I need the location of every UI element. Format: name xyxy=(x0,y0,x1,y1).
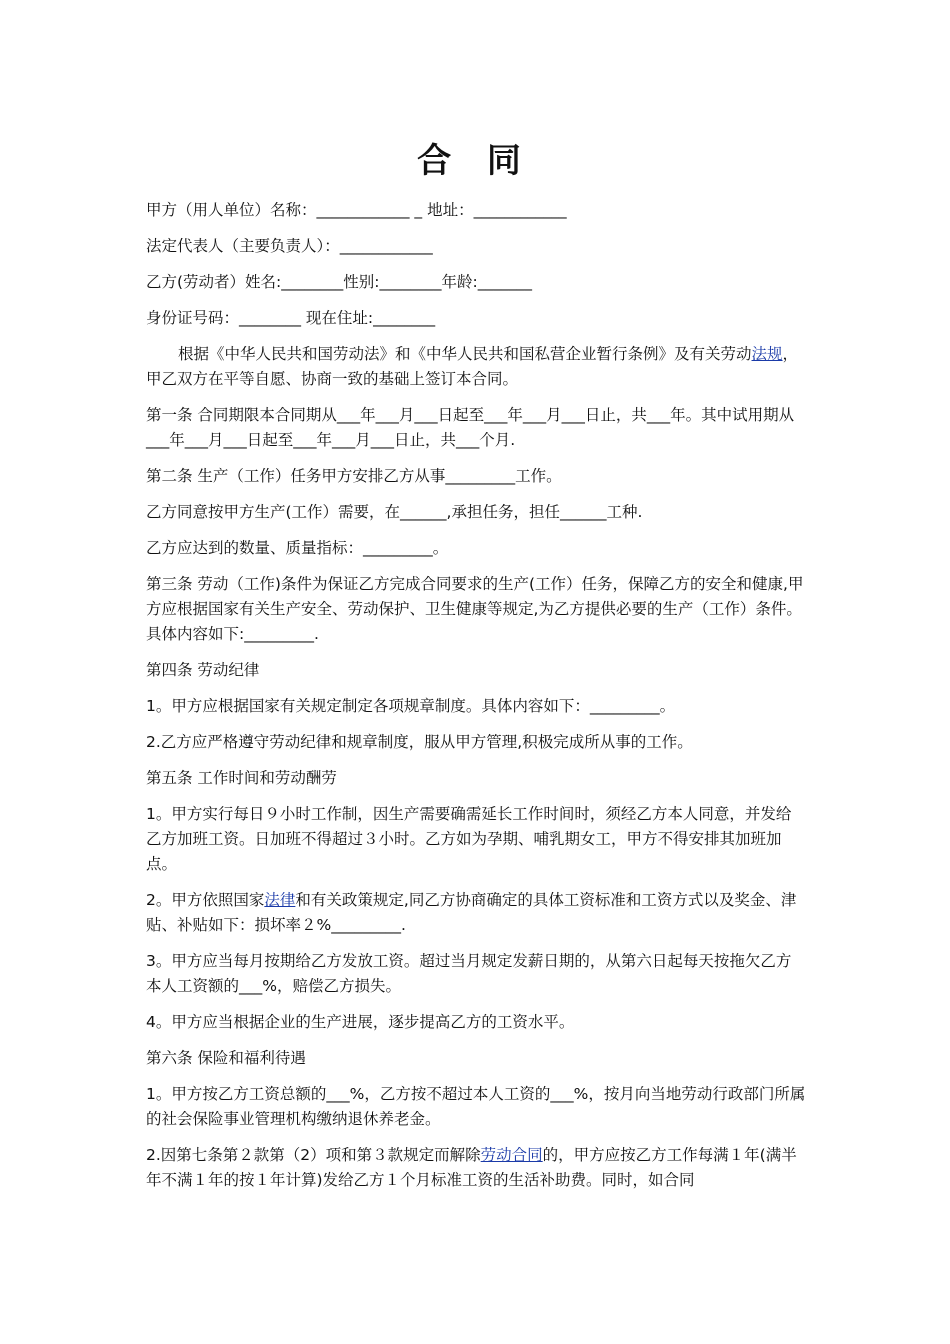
party-b-line: 乙方(劳动者）姓名:________性别:________年龄:_______ xyxy=(146,273,532,291)
clause-2-assignment: 乙方同意按甲方生产(工作）需要，在______,承担任务，担任______工种. xyxy=(146,503,643,521)
clause-2-task: 第二条 生产（工作）任务甲方安排乙方从事_________工作。 xyxy=(146,467,562,485)
clause-3-conditions: 第三条 劳动（工作)条件为保证乙方完成合同要求的生产(工作）任务，保障乙方的安全和健康,甲方应根据国家有关生产安全、劳动保护、卫生健康等规定,为乙方提供必要的生产（工作）条件。具体内容如下:_________. xyxy=(146,575,804,643)
clause-5-item-3: 3。甲方应当每月按期给乙方发放工资。超过当月规定发薪日期的，从第六日起每天按拖欠乙方本人工资额的___%，赔偿乙方损失。 xyxy=(146,952,792,995)
labor-contract-link[interactable]: 劳动合同 xyxy=(480,1146,543,1164)
clause-4-item-1: 1。甲方应根据国家有关规定制定各项规章制度。具体内容如下：_________。 xyxy=(146,697,676,715)
clause-5-heading: 第五条 工作时间和劳动酬劳 xyxy=(146,769,337,787)
preamble-text-end: ，甲乙双方在平等自愿、协商一致的基础上签订本合同。 xyxy=(146,345,799,388)
clause-4-heading: 第四条 劳动纪律 xyxy=(146,661,260,679)
clause-4-item-2: 2.乙方应严格遵守劳动纪律和规章制度，服从甲方管理,积极完成所从事的工作。 xyxy=(146,733,693,751)
clause-1-term: 第一条 合同期限本合同期从___年___月___日起至___年___月___日止，共___年。其中试用期从___年___月___日起至___年___月___日止，共___个月. xyxy=(146,406,795,449)
party-a-line: 甲方（用人单位）名称：____________ _ 地址：____________ xyxy=(146,201,567,219)
clause-5-item-2 xyxy=(146,888,806,938)
clause-5-item-1: 1。甲方实行每日９小时工作制，因生产需要确需延长工作时间时，须经乙方本人同意，并发给乙方加班工资。日加班不得超过３小时。乙方如为孕期、哺乳期女工，甲方不得安排其加班加点。 xyxy=(146,805,792,873)
clause-6-item-2 xyxy=(146,1143,806,1193)
legal-rep-line: 法定代表人（主要负责人）：____________ xyxy=(146,237,433,255)
clause-5-item-2-start: 2。甲方依照国家 xyxy=(146,891,265,909)
document-body xyxy=(146,198,806,1204)
clause-5-item-2-end: 和有关政策规定,同乙方协商确定的具体工资标准和工资方式以及奖金、津贴、补贴如下：损坏率２%_________. xyxy=(146,891,797,934)
document-title: 合 同 xyxy=(417,141,533,181)
clause-6-item-2-start: 2.因第七条第２款第（2）项和第３款规定而解除 xyxy=(146,1146,481,1164)
id-address-line: 身份证号码：________ 现在住址:________ xyxy=(146,309,436,327)
clause-6-item-2-end: 的，甲方应按乙方工作每满１年(满半年不满１年的按１年计算)发给乙方１个月标准工资的生活补助费。同时，如合同 xyxy=(146,1146,797,1189)
law-link[interactable]: 法律 xyxy=(264,891,296,909)
clause-5-item-4: 4。甲方应当根据企业的生产进展，逐步提高乙方的工资水平。 xyxy=(146,1013,575,1031)
regulations-link[interactable]: 法规 xyxy=(751,345,783,363)
clause-6-heading: 第六条 保险和福利待遇 xyxy=(146,1049,306,1067)
clause-2-quota: 乙方应达到的数量、质量指标：_________。 xyxy=(146,539,449,557)
clause-6-item-1: 1。甲方按乙方工资总额的___%，乙方按不超过本人工资的___%，按月向当地劳动行政部门所属的社会保险事业管理机构缴纳退休养老金。 xyxy=(146,1085,806,1128)
preamble-text-start: 根据《中华人民共和国劳动法》和《中华人民共和国私营企业暂行条例》及有关劳动 xyxy=(178,345,752,363)
preamble-paragraph xyxy=(146,342,806,392)
